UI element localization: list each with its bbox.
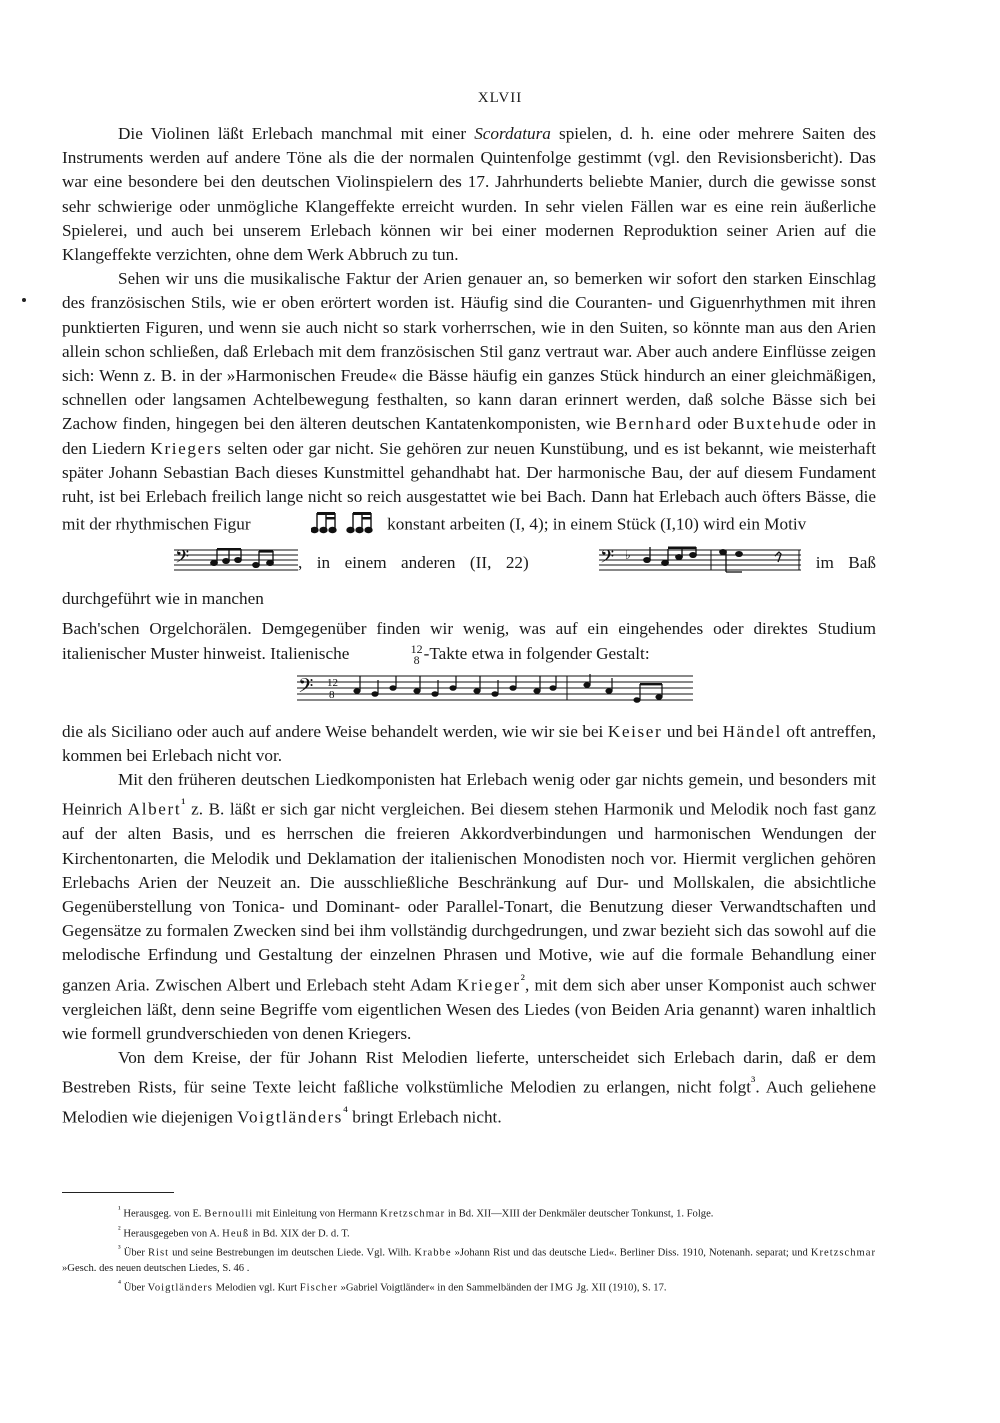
footnote-4	[62, 1276, 876, 1296]
text: in Bd. XII—XIII der Denkmäler deutscher Tonkunst, 1. Folge.	[445, 1208, 714, 1220]
spaced-name: Keiser	[607, 721, 663, 741]
spaced-name: Voigtländers	[147, 1282, 213, 1294]
spaced-name: Bernhard	[615, 414, 693, 434]
text: z. B. läßt er sich gar nicht vergleichen. Bei diesem stehen Harmonik und Melodik noch fast ganz auf der alten Basis, und es herrschen die freieren Akkordverbindungen und harmonischen Wendungen der Kirchentonarten, die Melodik und Deklamation der italienischen Monodisten noch vor. Hiermit verglichen gehören Erlebachs Arien der Neuzeit an. Die ausschließliche Beschränkung auf Dur- und Mollskalen, die absichtliche Gegenüberstellung von Tonica- und Dominant- oder Parallel-Tonart, die Benutzung dieser Verwandtschaften und Gegensätze zu formalen Zwecken sind bei ihm vollständig durchgedrungen, und zwar bezieht sich das sowohl auf die melodische Erfindung und Gestaltung der einzelnen Phrasen und Motive, wie auf die formale Behandlung einer ganzen Aria. Zwischen Albert und Erlebach steht Adam	[62, 800, 876, 995]
text: Mit den früheren deutschen Liedkomponisten hat Erlebach wenig oder gar nichts gemein, und besonders mit Heinrich	[62, 770, 876, 820]
spaced-name: Krieger	[456, 975, 521, 995]
bass-motif-2-icon	[599, 544, 801, 574]
text: oder	[692, 414, 734, 434]
music-example-line	[62, 544, 876, 614]
paragraph-liedkomponisten	[62, 768, 876, 1046]
text: Herausgeg. von E.	[123, 1208, 205, 1220]
rhythm-figure-icon	[311, 509, 383, 535]
spaced-name: Kretzschmar	[380, 1208, 446, 1220]
svg-text:𝄢: 𝄢	[298, 673, 314, 702]
text: Melodien vgl. Kurt	[212, 1282, 300, 1294]
paragraph-faktur	[62, 267, 876, 768]
svg-text:♭: ♭	[625, 548, 631, 563]
siciliano-example	[62, 670, 876, 714]
spaced-name: Voigtländers	[237, 1107, 343, 1127]
footnote-2	[62, 1222, 876, 1242]
text: Herausgegeben von A.	[123, 1228, 223, 1240]
text: , in einem anderen (II, 22)	[298, 553, 544, 573]
footnote-1	[62, 1202, 876, 1222]
fraction-numerator: 12	[410, 641, 423, 656]
footnote-ref[interactable]: ³	[751, 1074, 756, 1091]
spaced-name: Krabbe	[414, 1248, 452, 1259]
spaced-name: Kretzschmar	[810, 1248, 876, 1259]
footnote-3	[62, 1241, 876, 1276]
italic-term: Scordatura	[474, 124, 551, 143]
ink-dot	[22, 298, 26, 302]
footnote-ref[interactable]: ²	[520, 971, 525, 988]
spaced-name: Buxtehude	[733, 414, 822, 434]
svg-text:𝄢: 𝄢	[175, 547, 190, 573]
footnote-mark: ²	[118, 1223, 121, 1234]
spaced-name: Fischer	[299, 1282, 338, 1294]
bass-motif-2-music	[543, 544, 801, 584]
text: Bach'schen Orgelchorälen. Demgegenüber finden wir wenig, was auf ein eingehendes oder direktes Studium italienischer Muster hinweist. Italienische	[62, 619, 876, 663]
text: konstant arbeiten (I, 4); in einem Stück (I,10) wird ein Motiv	[382, 514, 807, 534]
time-signature-fraction	[355, 641, 423, 667]
text: oder in den Liedern	[62, 414, 876, 458]
text: selten oder gar nicht. Sie gehören zur neuen Kunstübung, und es ist bekannt, wie meisterhaft später Johann Sebastian Bach dieses Kunstmittel gehandhabt hat. Der harmonische Bau, der auf diesem Fundament ruht, ist bei Erlebach freilich lange nicht so reich ausgestattet wie bei Bach. Dann hat Erlebach auch öfters Bässe, die mit der rhythmischen Figur	[62, 438, 876, 534]
main-text	[62, 122, 876, 1130]
svg-text:8: 8	[329, 688, 335, 701]
text: mit Einleitung von Hermann	[253, 1208, 381, 1220]
footnote-separator	[62, 1192, 174, 1193]
footnote-ref[interactable]: ⁴	[342, 1104, 348, 1121]
spaced-name: Rist	[147, 1248, 170, 1259]
fraction-denominator: 8	[413, 652, 420, 667]
text: spielen, d. h. eine oder mehrere Saiten des Instruments werden auf andere Töne als die der normalen Quintenfolge gestimmt (vgl. den Revisionsbericht). Das war eine besondere bei den deutschen Violinspielern des 17. Jahrhunderts beliebte Manier, durch die gewisse sonst sehr schwierige oder unmögliche Klangeffekte erreicht wurden. In sehr vielen Fällen war es eine rein äußerliche Spielerei, und auch bei unserem Erlebach können wir bei einer modernen Reproduktion seiner Arien auf die Klangeffekte verzichten, ohne dem Werk Abbruch zu tun.	[62, 124, 876, 265]
text: Jg. XII (1910), S. 17.	[573, 1282, 667, 1294]
page-number: XLVII	[477, 90, 523, 106]
text: oft antreffen, kommen bei Erlebach nicht vor.	[62, 721, 877, 766]
text: und seine Bestrebungen im deutschen Liede. Vgl. Wilh.	[169, 1248, 415, 1259]
footnote-mark: ¹	[118, 1204, 121, 1214]
bass-motif-icon	[174, 544, 298, 574]
text: »Gesch. des neuen deutschen Liedes, S. 46 .	[62, 1263, 250, 1275]
footnote-mark: ⁴	[118, 1278, 122, 1289]
spaced-name: Kriegers	[150, 438, 223, 458]
text: Die Violinen läßt Erlebach manchmal mit einer	[118, 124, 475, 143]
text: »Gabriel Voigtländer« in den Sammelbänden der	[337, 1282, 551, 1294]
paragraph-scordatura	[62, 122, 876, 267]
spaced-name: Heuß	[222, 1228, 250, 1240]
text: Über	[123, 1248, 148, 1259]
footnote-mark: ³	[118, 1243, 121, 1254]
rhythm-figure-music	[255, 509, 383, 542]
text: »Johann Rist und das deutsche Lied«. Berliner Diss. 1910, Notenanh. separat; und	[451, 1248, 811, 1259]
bass-motif-music	[118, 544, 298, 584]
text: . Auch geliehene Melodien wie diejenigen	[62, 1077, 876, 1127]
text: -Takte etwa in folgender Gestalt:	[423, 643, 650, 663]
siciliano-music-icon	[297, 670, 697, 704]
text: Sehen wir uns die musikalische Faktur der Arien genauer an, so bemerken wir sofort den starken Einschlag des französischen Stils, wie er oben erörtert worden ist. Häufig sind die Couranten- und Giguenrhythmen mit ihren punktierten Figuren, und wenn sie auch nicht so stark vorherrschen, wie in den Suiten, so könnte man aus den Arien allein schon schließen, daß Erlebach mit dem französischen Stil ganz vertraut war. Aber auch andere Einflüsse zeigen sich: Wenn z. B. in der »Harmonischen Freude« die Bässe häufig ein ganzes Stück hindurch an einer gleichmäßigen, schnellen oder langsamen Achtelbewegung festhalten, so kann daran erinnert werden, daß solche Bässe sich bei Zachow finden, hingegen bei den älteren deutschen Kantatenkomponisten, wie	[62, 269, 876, 434]
text: Von dem Kreise, der für Johann Rist Melodien lieferte, unterscheidet sich Erlebach darin, daß er dem Bestreben Rists, für seine Texte leicht faßliche volkstümliche Melodien zu erlangen, nicht folgt	[62, 1047, 876, 1097]
text: , mit dem sich aber unser Komponist auch schwer vergleichen läßt, denn seine Begriffe vom eigentlichen Wesen des Liedes (von Beiden Aria genannt) waren inhaltlich wie formell grundverschieden von denen Kriegers.	[62, 975, 876, 1043]
text: bringt Erlebach nicht.	[347, 1107, 502, 1127]
svg-text:𝄢: 𝄢	[600, 547, 615, 573]
spaced-name: IMG	[550, 1282, 574, 1294]
text: Über	[123, 1282, 148, 1294]
spaced-name: Albert	[127, 800, 182, 820]
text: die als Siciliano oder auch auf andere Weise behandelt werden, wie wir sie bei	[62, 721, 608, 741]
paragraph-rist	[62, 1046, 876, 1130]
svg-text:12: 12	[327, 676, 338, 689]
footnotes	[62, 1202, 876, 1296]
text: im Baß durchgeführt wie in manchen	[62, 553, 876, 609]
footnote-ref[interactable]: ¹	[181, 796, 186, 813]
spaced-name: Bernoulli	[204, 1208, 254, 1220]
spaced-name: Händel	[722, 721, 782, 741]
text: in Bd. XIX der D. d. T.	[249, 1228, 350, 1240]
text: und bei	[662, 721, 723, 741]
